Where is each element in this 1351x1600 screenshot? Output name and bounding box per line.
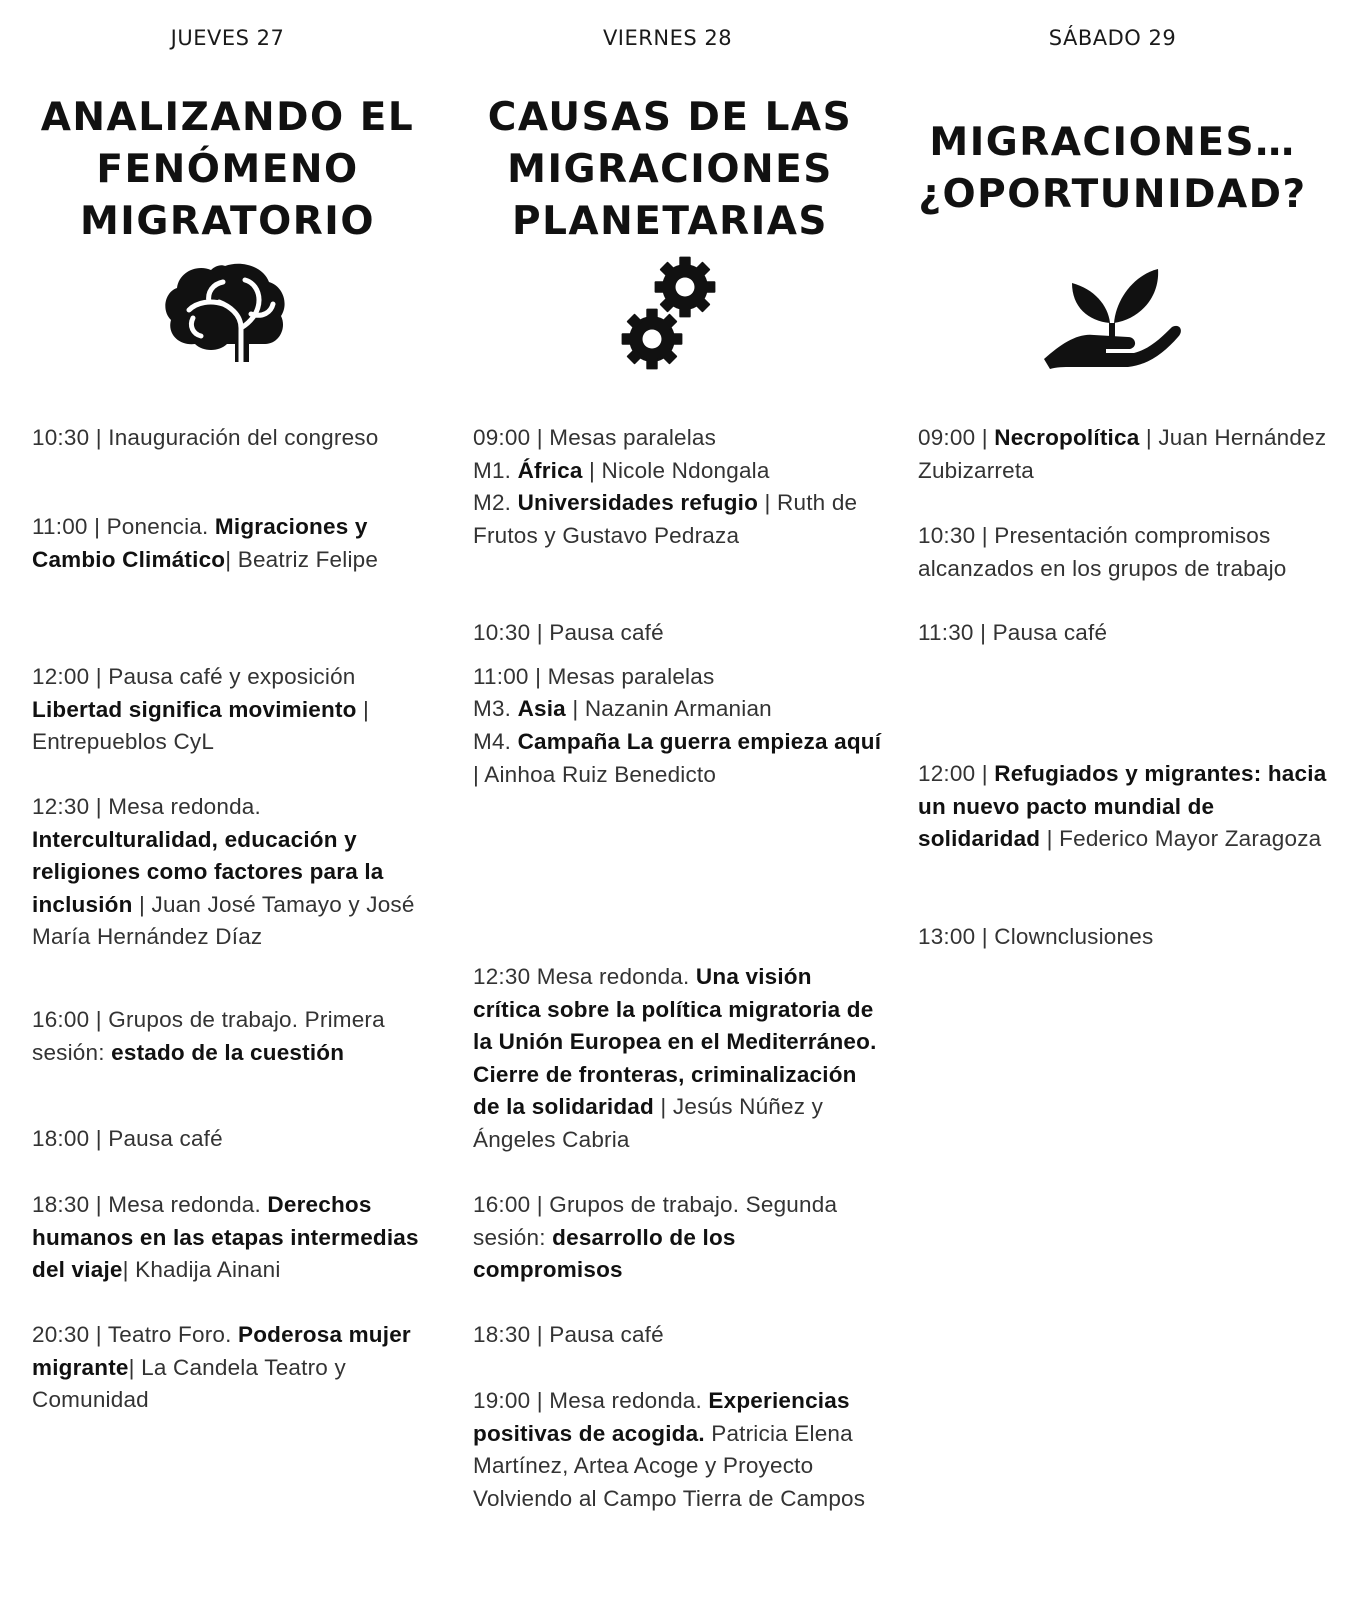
day-heading: JUEVES 27 [170,26,285,50]
schedule-item: 10:30 | Inauguración del congreso [32,425,379,450]
schedule-item: 11:00 | Ponencia. Migraciones y Cambio Climático| Beatriz Felipe [32,514,379,572]
day-title: CAUSAS DE LAS MIGRACIONES PLANETARIAS [487,95,853,244]
schedule-item: 12:00 | Refugiados y migrantes: hacia un nuevo pacto mundial de solidaridad | Federico Mayor Zaragoza [918,761,1327,852]
schedule-item: 11:30 | Pausa café [918,620,1108,645]
schedule-item: 12:30 | Mesa redonda. Interculturalidad, educación y religiones como factores para la inclusión | Juan José Tamayo y José María Hernández Díaz [32,794,415,950]
schedule-item: M2. Universidades refugio | Ruth de Frutos y Gustavo Pedraza [473,490,858,548]
schedule-item: 12:30 Mesa redonda. Una visión crítica sobre la política migratoria de la Unión Europea en el Mediterráneo. Cierre de fronteras, criminalización de la solidaridad | Jesús Núñez y Ángeles Cabria [473,964,877,1152]
schedule-item: 16:00 | Grupos de trabajo. Primera sesión: estado de la cuestión [32,1007,385,1065]
schedule-item: 10:30 | Presentación compromisos alcanzados en los grupos de trabajo [918,523,1287,581]
day-heading: VIERNES 28 [602,26,733,50]
schedule-item: 09:00 | Necropolítica | Juan Hernández Zubizarreta [918,425,1327,483]
schedule-item: M4. Campaña La guerra empieza aquí | Ainhoa Ruiz Benedicto [473,729,882,787]
schedule-item: 13:00 | Clownclusiones [918,924,1154,949]
schedule-item: 11:00 | Mesas paralelas [473,664,715,689]
gears-icon [619,255,719,373]
schedule-item: 12:00 | Pausa café y exposición Libertad significa movimiento | Entrepueblos CyL [32,664,370,755]
schedule-item: 19:00 | Mesa redonda. Experiencias positivas de acogida. Patricia Elena Martínez, Artea Acoge y Proyecto Volviendo al Campo Tierra de Campos [473,1388,866,1511]
schedule-item: 16:00 | Grupos de trabajo. Segunda sesión: desarrollo de los compromisos [473,1192,838,1283]
schedule-item: M3. Asia | Nazanin Armanian [473,696,772,721]
schedule-item: 18:30 | Pausa café [473,1322,664,1347]
schedule-item: 20:30 | Teatro Foro. Poderosa mujer migrante| La Candela Teatro y Comunidad [32,1322,411,1413]
day-heading: SÁBADO 29 [1048,26,1177,50]
schedule-item: 10:30 | Pausa café [473,620,664,645]
day-title: ANALIZANDO EL FENÓMENO MIGRATORIO [40,95,415,244]
schedule-item: M1. África | Nicole Ndongala [473,458,770,483]
schedule-item: 18:00 | Pausa café [32,1126,223,1151]
schedule-item: 09:00 | Mesas paralelas [473,425,717,450]
day-title: MIGRACIONES… ¿OPORTUNIDAD? [918,120,1307,217]
brain-icon [163,262,287,364]
schedule-item: 18:30 | Mesa redonda. Derechos humanos en las etapas intermedias del viaje| Khadija Ainani [32,1192,419,1283]
plant-in-hand-icon [1042,265,1182,369]
